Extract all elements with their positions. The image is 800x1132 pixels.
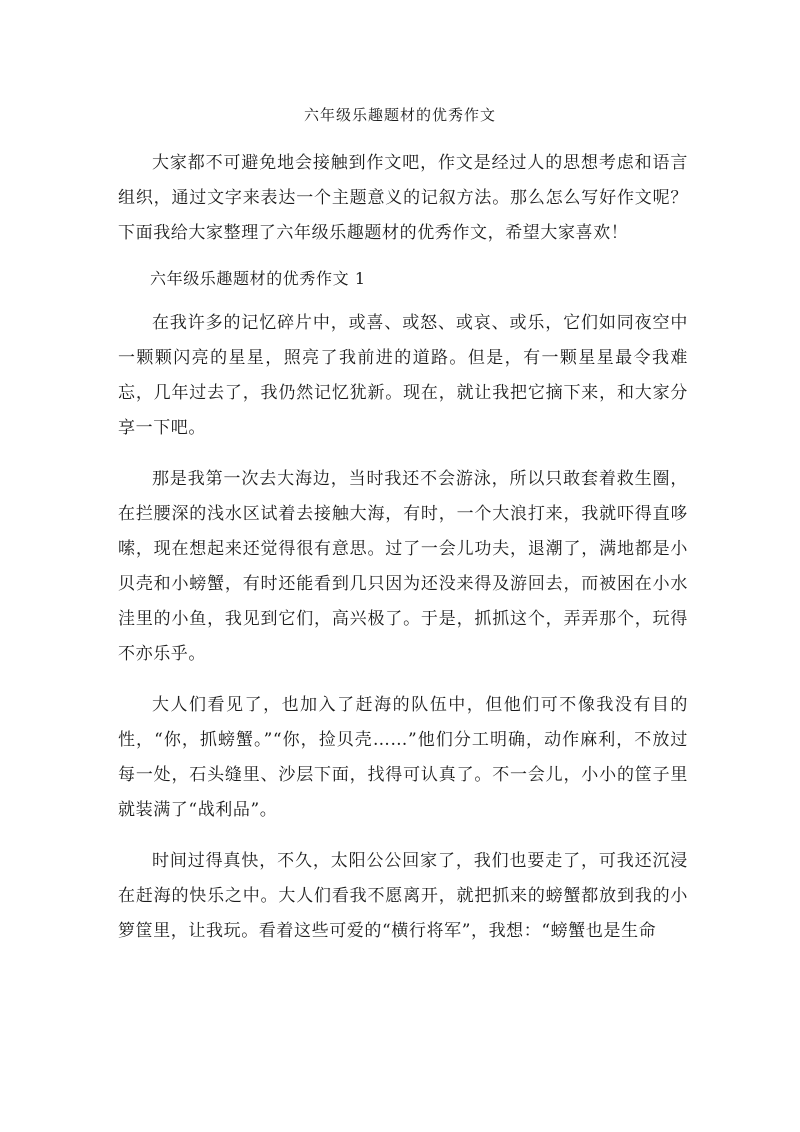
body-paragraph-4: 时间过得真快，不久，太阳公公回家了，我们也要走了，可我还沉浸在赶海的快乐之中。大人们看我不愿离开，就把抓来的螃蟹都放到我的小箩筐里，让我玩。看着这些可爱的“横行将军”，我想：“螃蟹也是生命 bbox=[118, 851, 688, 941]
body-paragraph-2: 那是我第一次去大海边，当时我还不会游泳，所以只敢套着救生圈，在拦腰深的浅水区试着去接触大海，有时，一个大浪打来，我就吓得直哆嗦，现在想起来还觉得很有意思。过了一会儿功夫，退潮了，满地都是小贝壳和小螃蟹，有时还能看到几只因为还没来得及游回去，而被困在小水洼里的小鱼，我见到它们，高兴极了。于是，抓抓这个，弄弄那个，玩得不亦乐乎。 bbox=[118, 469, 688, 664]
intro-paragraph: 大家都不可避免地会接触到作文吧，作文是经过人的思想考虑和语言组织，通过文字来表达一个主题意义的记叙方法。那么怎么写好作文呢？下面我给大家整理了六年级乐趣题材的优秀作文，希望大家喜欢！ bbox=[118, 153, 688, 243]
essay-subtitle: 六年级乐趣题材的优秀作文 1 bbox=[150, 269, 366, 288]
document-body bbox=[118, 146, 688, 949]
document-title: 六年级乐趣题材的优秀作文 bbox=[303, 106, 496, 124]
body-paragraph-1: 在我许多的记忆碎片中，或喜、或怒、或哀、或乐，它们如同夜空中一颗颗闪亮的星星，照亮了我前进的道路。但是，有一颗星星最令我难忘，几年过去了，我仍然记忆犹新。现在，就让我把它摘下来，和大家分享一下吧。 bbox=[118, 313, 688, 438]
body-paragraph-3: 大人们看见了，也加入了赶海的队伍中，但他们可不像我没有目的性，“你，抓螃蟹。”“你，捡贝壳……”他们分工明确，动作麻利，不放过每一处，石头缝里、沙层下面，找得可认真了。不一会儿，小小的筐子里就装满了“战利品”。 bbox=[118, 695, 688, 820]
